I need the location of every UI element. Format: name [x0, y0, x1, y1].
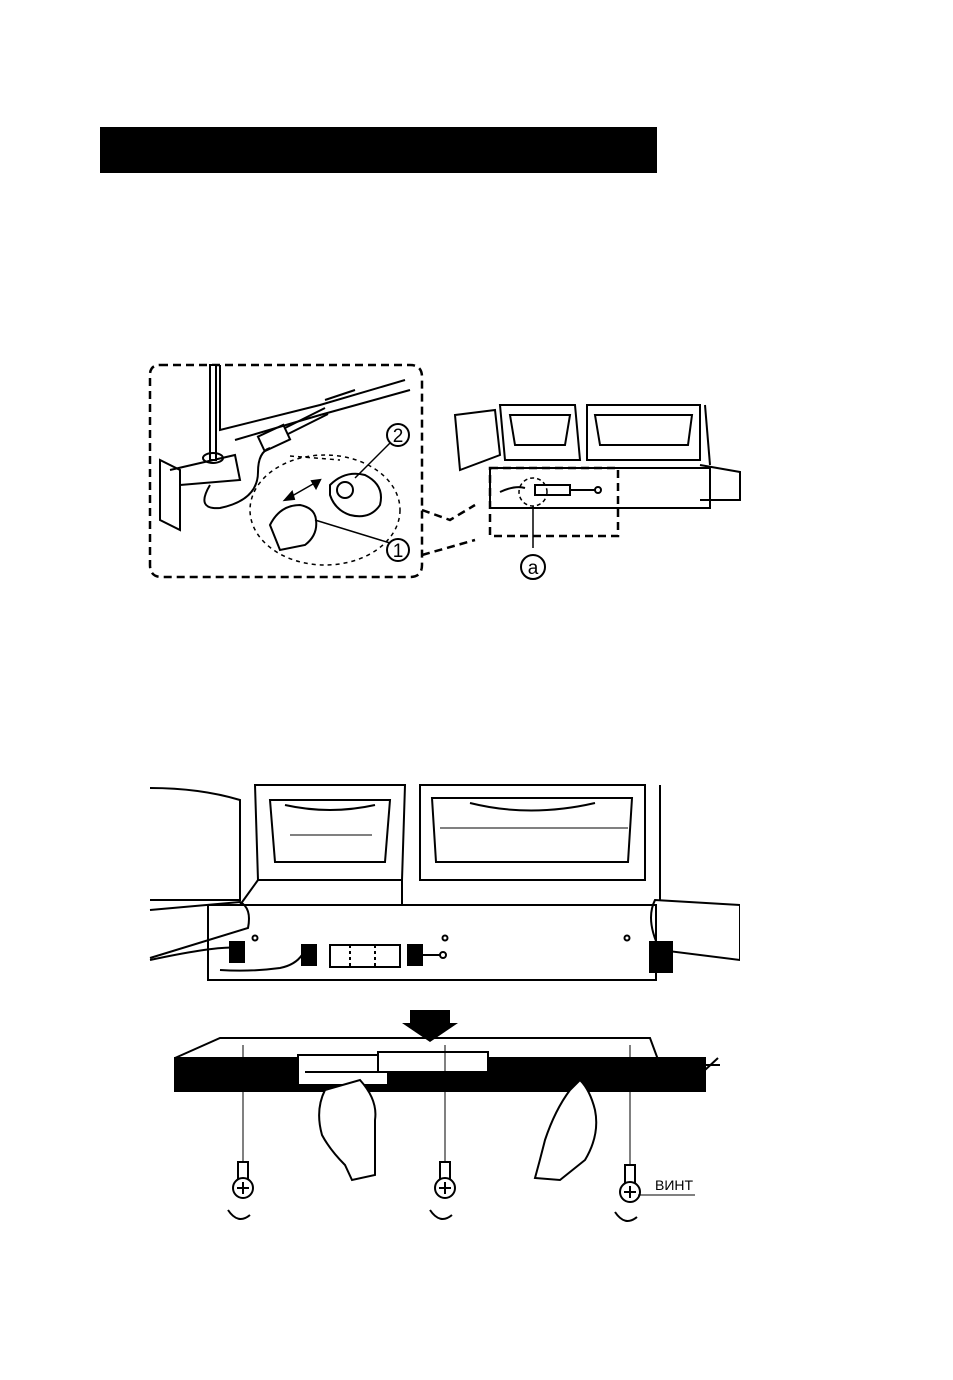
fridge-compartment [420, 785, 645, 880]
detail-box [490, 468, 618, 536]
callout-1: 1 [392, 541, 404, 562]
hinge-bracket [160, 460, 180, 530]
screw-right [615, 1165, 640, 1221]
section-title-bar [100, 127, 657, 173]
callout-2: 2 [392, 426, 404, 447]
water-line-disconnect-figure [140, 360, 760, 585]
screw-label: ВИНТ [655, 1177, 694, 1193]
bottom-cover-removal-figure [140, 780, 740, 1230]
screw-center [430, 1162, 455, 1219]
right-hand [535, 1080, 596, 1180]
zoom-ellipse [250, 455, 400, 565]
screw-left [228, 1162, 253, 1219]
detail-frame [150, 365, 422, 577]
left-hand [319, 1080, 375, 1180]
callout-a: a [527, 558, 539, 579]
left-door [150, 788, 240, 900]
fridge-compartment-right [587, 405, 700, 460]
left-hand [270, 505, 316, 550]
